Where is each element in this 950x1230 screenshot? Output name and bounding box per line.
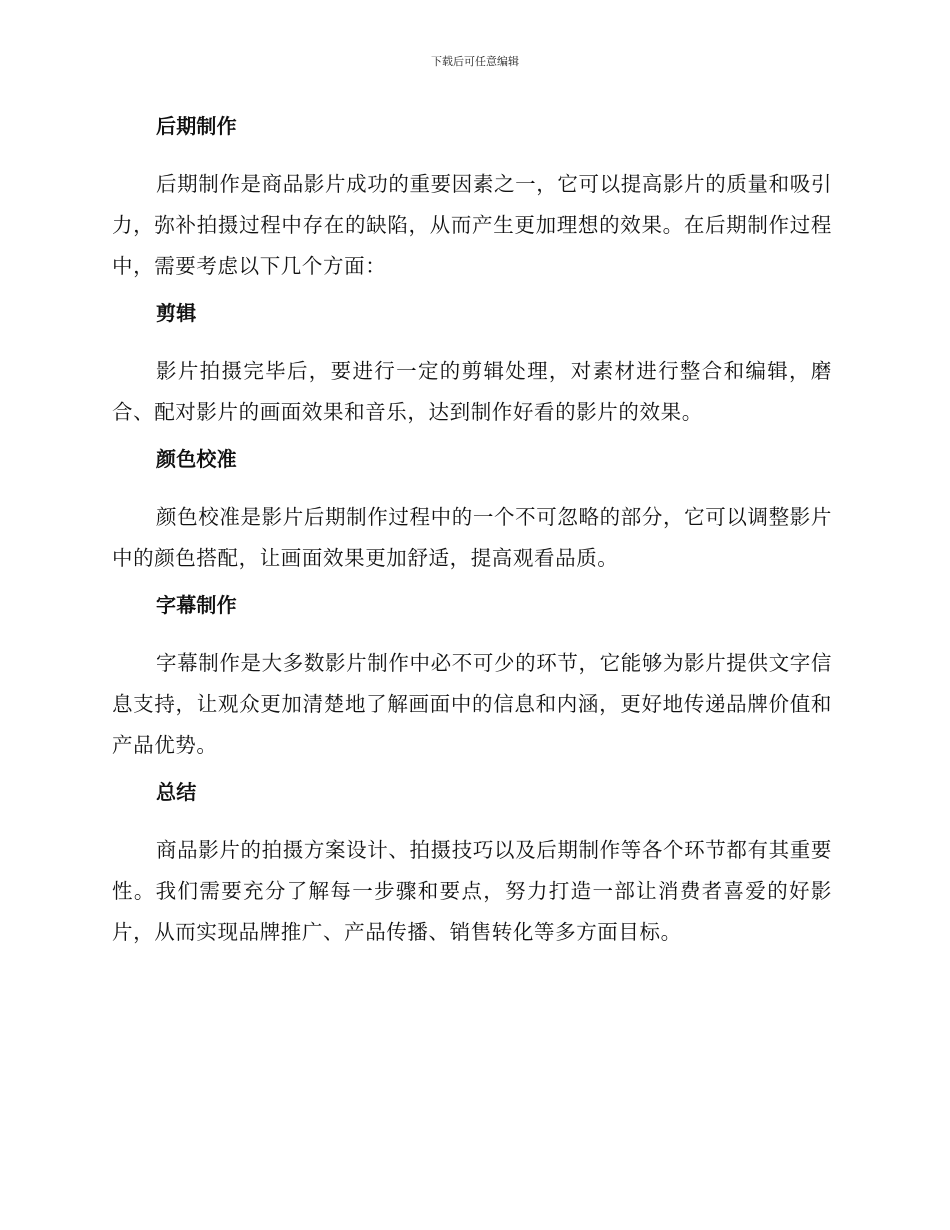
section-paragraph-post-production: 后期制作是商品影片成功的重要因素之一，它可以提高影片的质量和吸引力，弥补拍摄过程中存在的缺陷，从而产生更加理想的效果。在后期制作过程中，需要考虑以下几个方面： [112,172,832,278]
document-body [112,110,832,953]
section-paragraph-subtitles: 字幕制作是大多数影片制作中必不可少的环节，它能够为影片提供文字信息支持，让观众更加清楚地了解画面中的信息和内涵，更好地传递品牌价值和产品优势。 [112,651,832,757]
section-heading-subtitles: 字幕制作 [156,593,237,617]
section-heading-post-production: 后期制作 [156,114,237,138]
section-heading-editing: 剪辑 [156,301,197,325]
section-heading-color-grading: 颜色校准 [156,447,237,471]
page-header: 下载后可任意编辑 [431,55,519,68]
section-paragraph-editing: 影片拍摄完毕后，要进行一定的剪辑处理，对素材进行整合和编辑，磨合、配对影片的画面效果和音乐，达到制作好看的影片的效果。 [112,359,832,424]
section-paragraph-summary: 商品影片的拍摄方案设计、拍摄技巧以及后期制作等各个环节都有其重要性。我们需要充分了解每一步骤和要点，努力打造一部让消费者喜爱的好影片，从而实现品牌推广、产品传播、销售转化等多方面目标。 [112,838,832,944]
section-heading-summary: 总结 [156,780,197,804]
section-paragraph-color-grading: 颜色校准是影片后期制作过程中的一个不可忽略的部分，它可以调整影片中的颜色搭配，让画面效果更加舒适，提高观看品质。 [112,505,832,570]
